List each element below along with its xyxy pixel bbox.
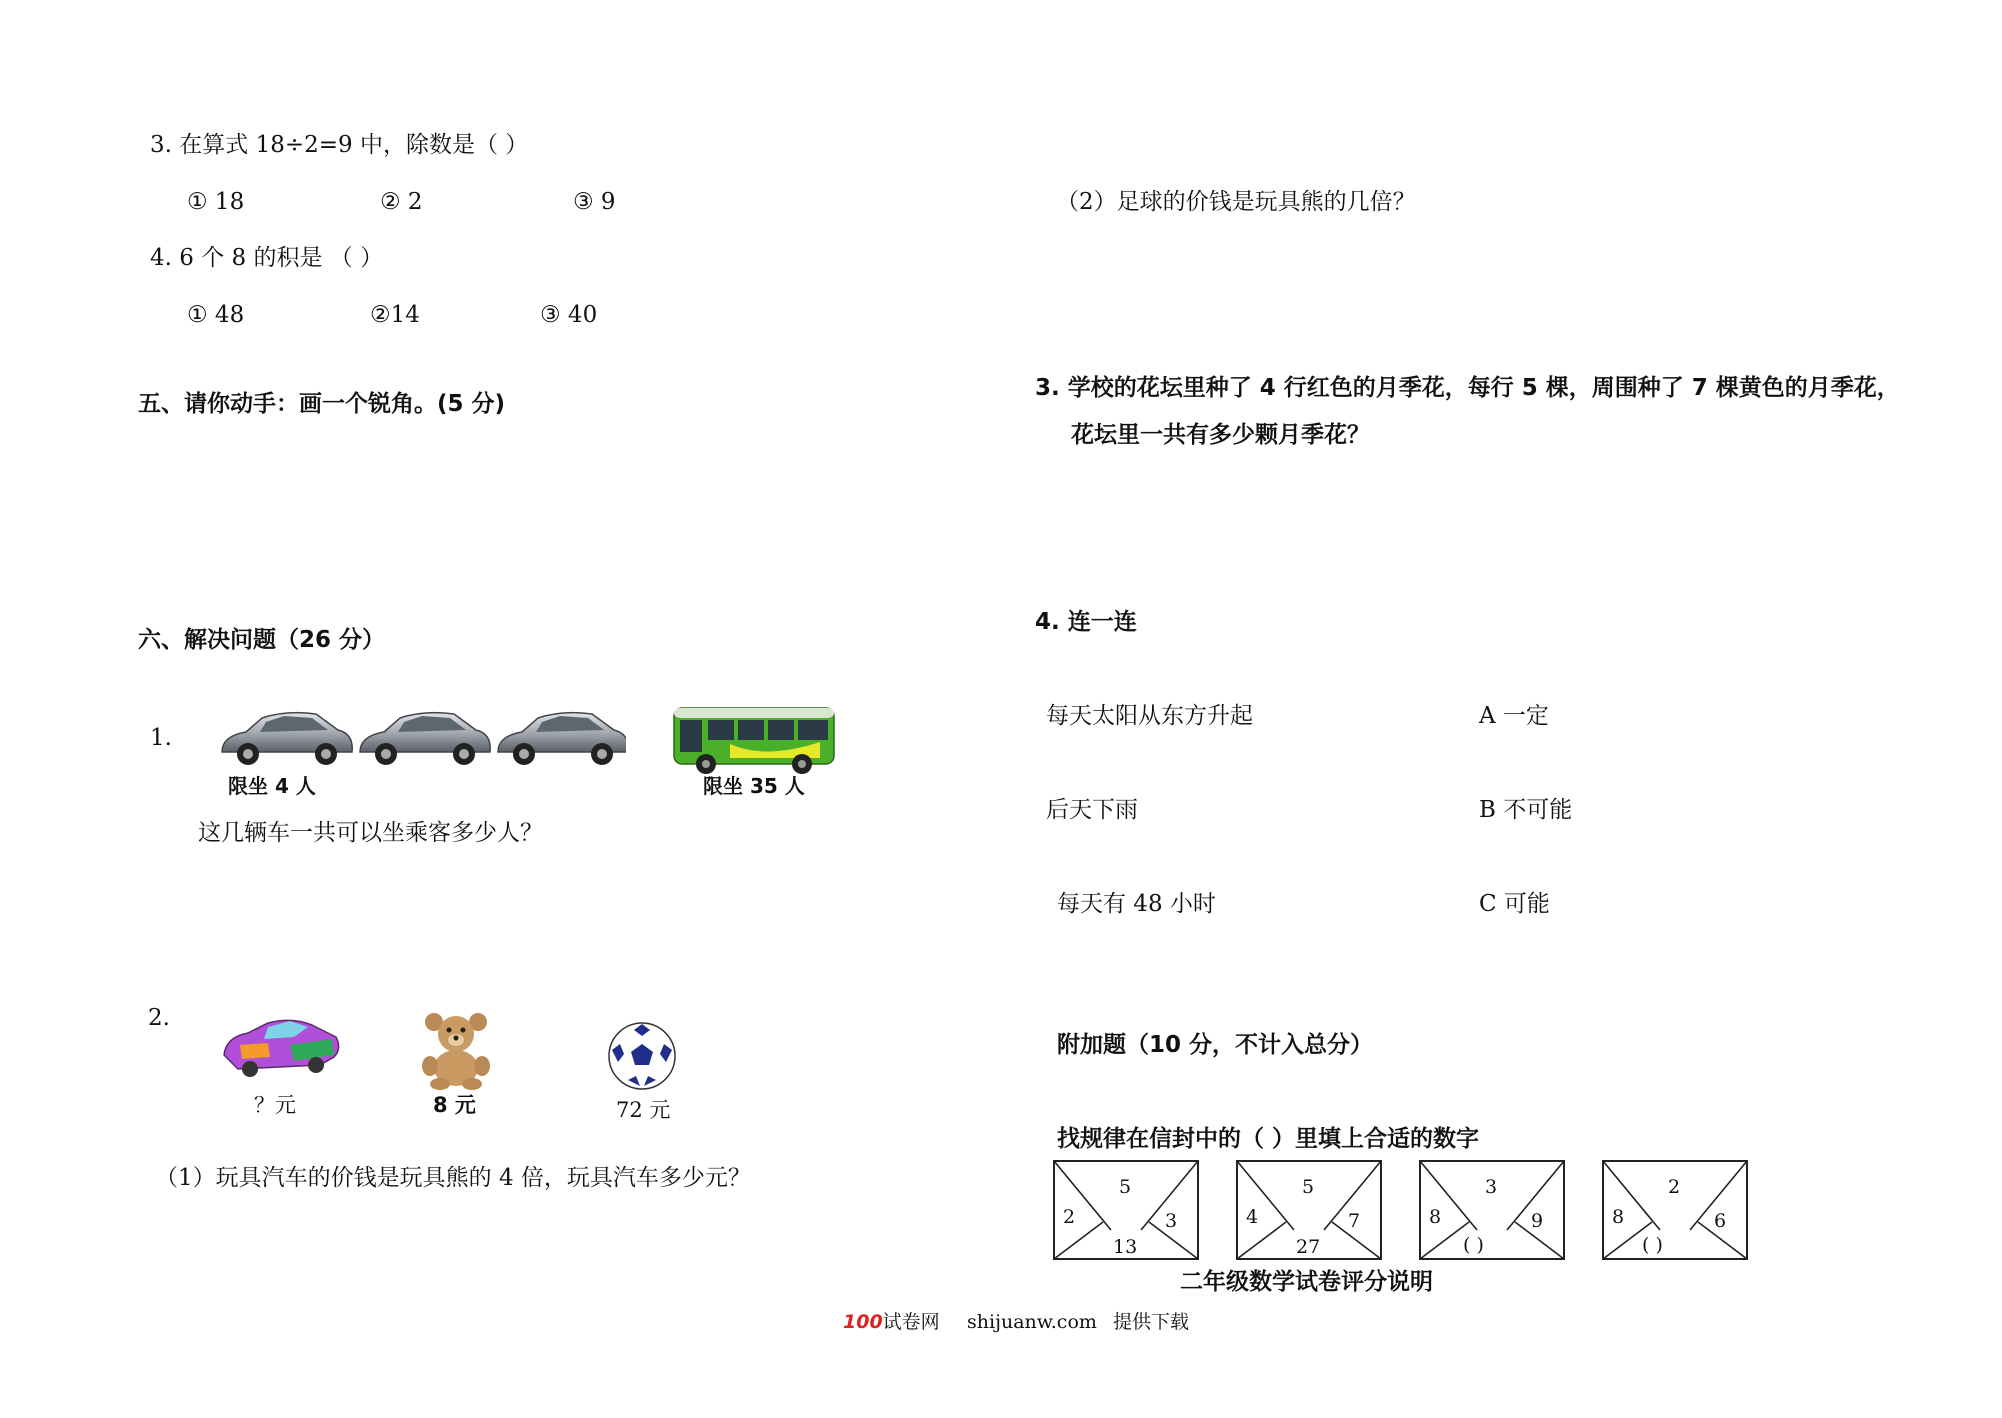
envelope-3-bottom: ( )	[1463, 1234, 1484, 1256]
envelope-2	[1236, 1160, 1382, 1260]
envelope-4-left: 8	[1612, 1206, 1625, 1228]
envelope-3-left: 8	[1429, 1206, 1442, 1228]
q4-option-2: ②14	[370, 302, 420, 328]
problem-4-title: 4. 连一连	[1035, 609, 1137, 635]
match-event-1: 每天太阳从东方升起	[1046, 703, 1253, 729]
q3-option-1: ① 18	[187, 189, 245, 215]
envelope-2-left: 4	[1246, 1206, 1259, 1228]
footer-logo	[843, 1313, 940, 1332]
toy-car-icon	[220, 1015, 344, 1081]
envelope-2-bottom: 27	[1296, 1236, 1321, 1258]
bonus-instruction: 找规律在信封中的（ ）里填上合适的数字	[1057, 1126, 1480, 1152]
problem-1-number: 1.	[150, 725, 172, 751]
envelope-3	[1419, 1160, 1565, 1260]
bus-seat-label: 限坐 35 人	[703, 774, 805, 798]
teddy-bear-icon	[418, 1010, 494, 1090]
footer-url[interactable]: shijuanw.com	[967, 1311, 1097, 1333]
q3-option-3: ③ 9	[573, 189, 616, 215]
section-6-heading: 六、解决问题（26 分）	[138, 627, 386, 653]
q4-option-1: ① 48	[187, 302, 245, 328]
section-5-heading: 五、请你动手：画一个锐角。(5 分)	[138, 391, 506, 417]
logo-text: 试卷网	[882, 1311, 940, 1333]
car-seat-label: 限坐 4 人	[228, 774, 316, 798]
envelope-3-right: 9	[1531, 1210, 1544, 1232]
scoring-caption: 二年级数学试卷评分说明	[1180, 1269, 1433, 1295]
car-icon	[360, 713, 490, 765]
bus-icon	[670, 702, 840, 778]
bonus-title: 附加题（10 分，不计入总分）	[1057, 1032, 1374, 1058]
match-choice-b: B 不可能	[1479, 797, 1573, 823]
envelope-3-top: 3	[1485, 1176, 1498, 1198]
q3-option-2: ② 2	[380, 189, 423, 215]
problem-2-question-2: （2）足球的价钱是玩具熊的几倍？	[1056, 189, 1416, 215]
toy-car-price: ？元	[254, 1093, 296, 1117]
envelope-1	[1053, 1160, 1199, 1260]
problem-3-line-2: 花坛里一共有多少颗月季花？	[1071, 422, 1370, 448]
logo-number: 100	[843, 1311, 883, 1333]
match-choice-c: C 可能	[1479, 891, 1550, 917]
envelope-1-top: 5	[1119, 1176, 1132, 1198]
envelope-2-top: 5	[1302, 1176, 1315, 1198]
envelope-2-right: 7	[1348, 1210, 1361, 1232]
match-event-3: 每天有 48 小时	[1057, 891, 1216, 917]
envelope-4-right: 6	[1714, 1210, 1727, 1232]
problem-2-question-1: （1）玩具汽车的价钱是玩具熊的 4 倍，玩具汽车多少元？	[155, 1165, 751, 1191]
q4-stem: 4. 6 个 8 的积是 （ ）	[150, 245, 384, 271]
envelope-4	[1602, 1160, 1748, 1260]
q3-stem: 3. 在算式 18÷2=9 中，除数是（ ）	[150, 132, 529, 158]
teddy-bear-price: 8 元	[433, 1093, 476, 1117]
envelope-4-bottom: ( )	[1642, 1234, 1663, 1256]
car-icon	[498, 713, 626, 765]
problem-1-question: 这几辆车一共可以坐乘客多少人？	[198, 820, 543, 846]
match-event-2: 后天下雨	[1046, 797, 1138, 823]
envelope-1-bottom: 13	[1113, 1236, 1138, 1258]
envelope-1-right: 3	[1165, 1210, 1178, 1232]
envelope-1-left: 2	[1063, 1206, 1076, 1228]
car-icon	[222, 713, 352, 765]
soccer-ball-icon	[606, 1020, 678, 1092]
envelope-4-top: 2	[1668, 1176, 1681, 1198]
match-choice-a: A 一定	[1479, 703, 1549, 729]
footer-provide: 提供下载	[1113, 1311, 1190, 1333]
problem-3-line-1: 3. 学校的花坛里种了 4 行红色的月季花，每行 5 棵，周围种了 7 棵黄色的月季花，	[1035, 375, 1900, 401]
problem-2-number: 2.	[148, 1005, 170, 1031]
car-images	[216, 706, 626, 774]
soccer-ball-price: 72 元	[616, 1098, 671, 1122]
q4-option-3: ③ 40	[540, 302, 598, 328]
